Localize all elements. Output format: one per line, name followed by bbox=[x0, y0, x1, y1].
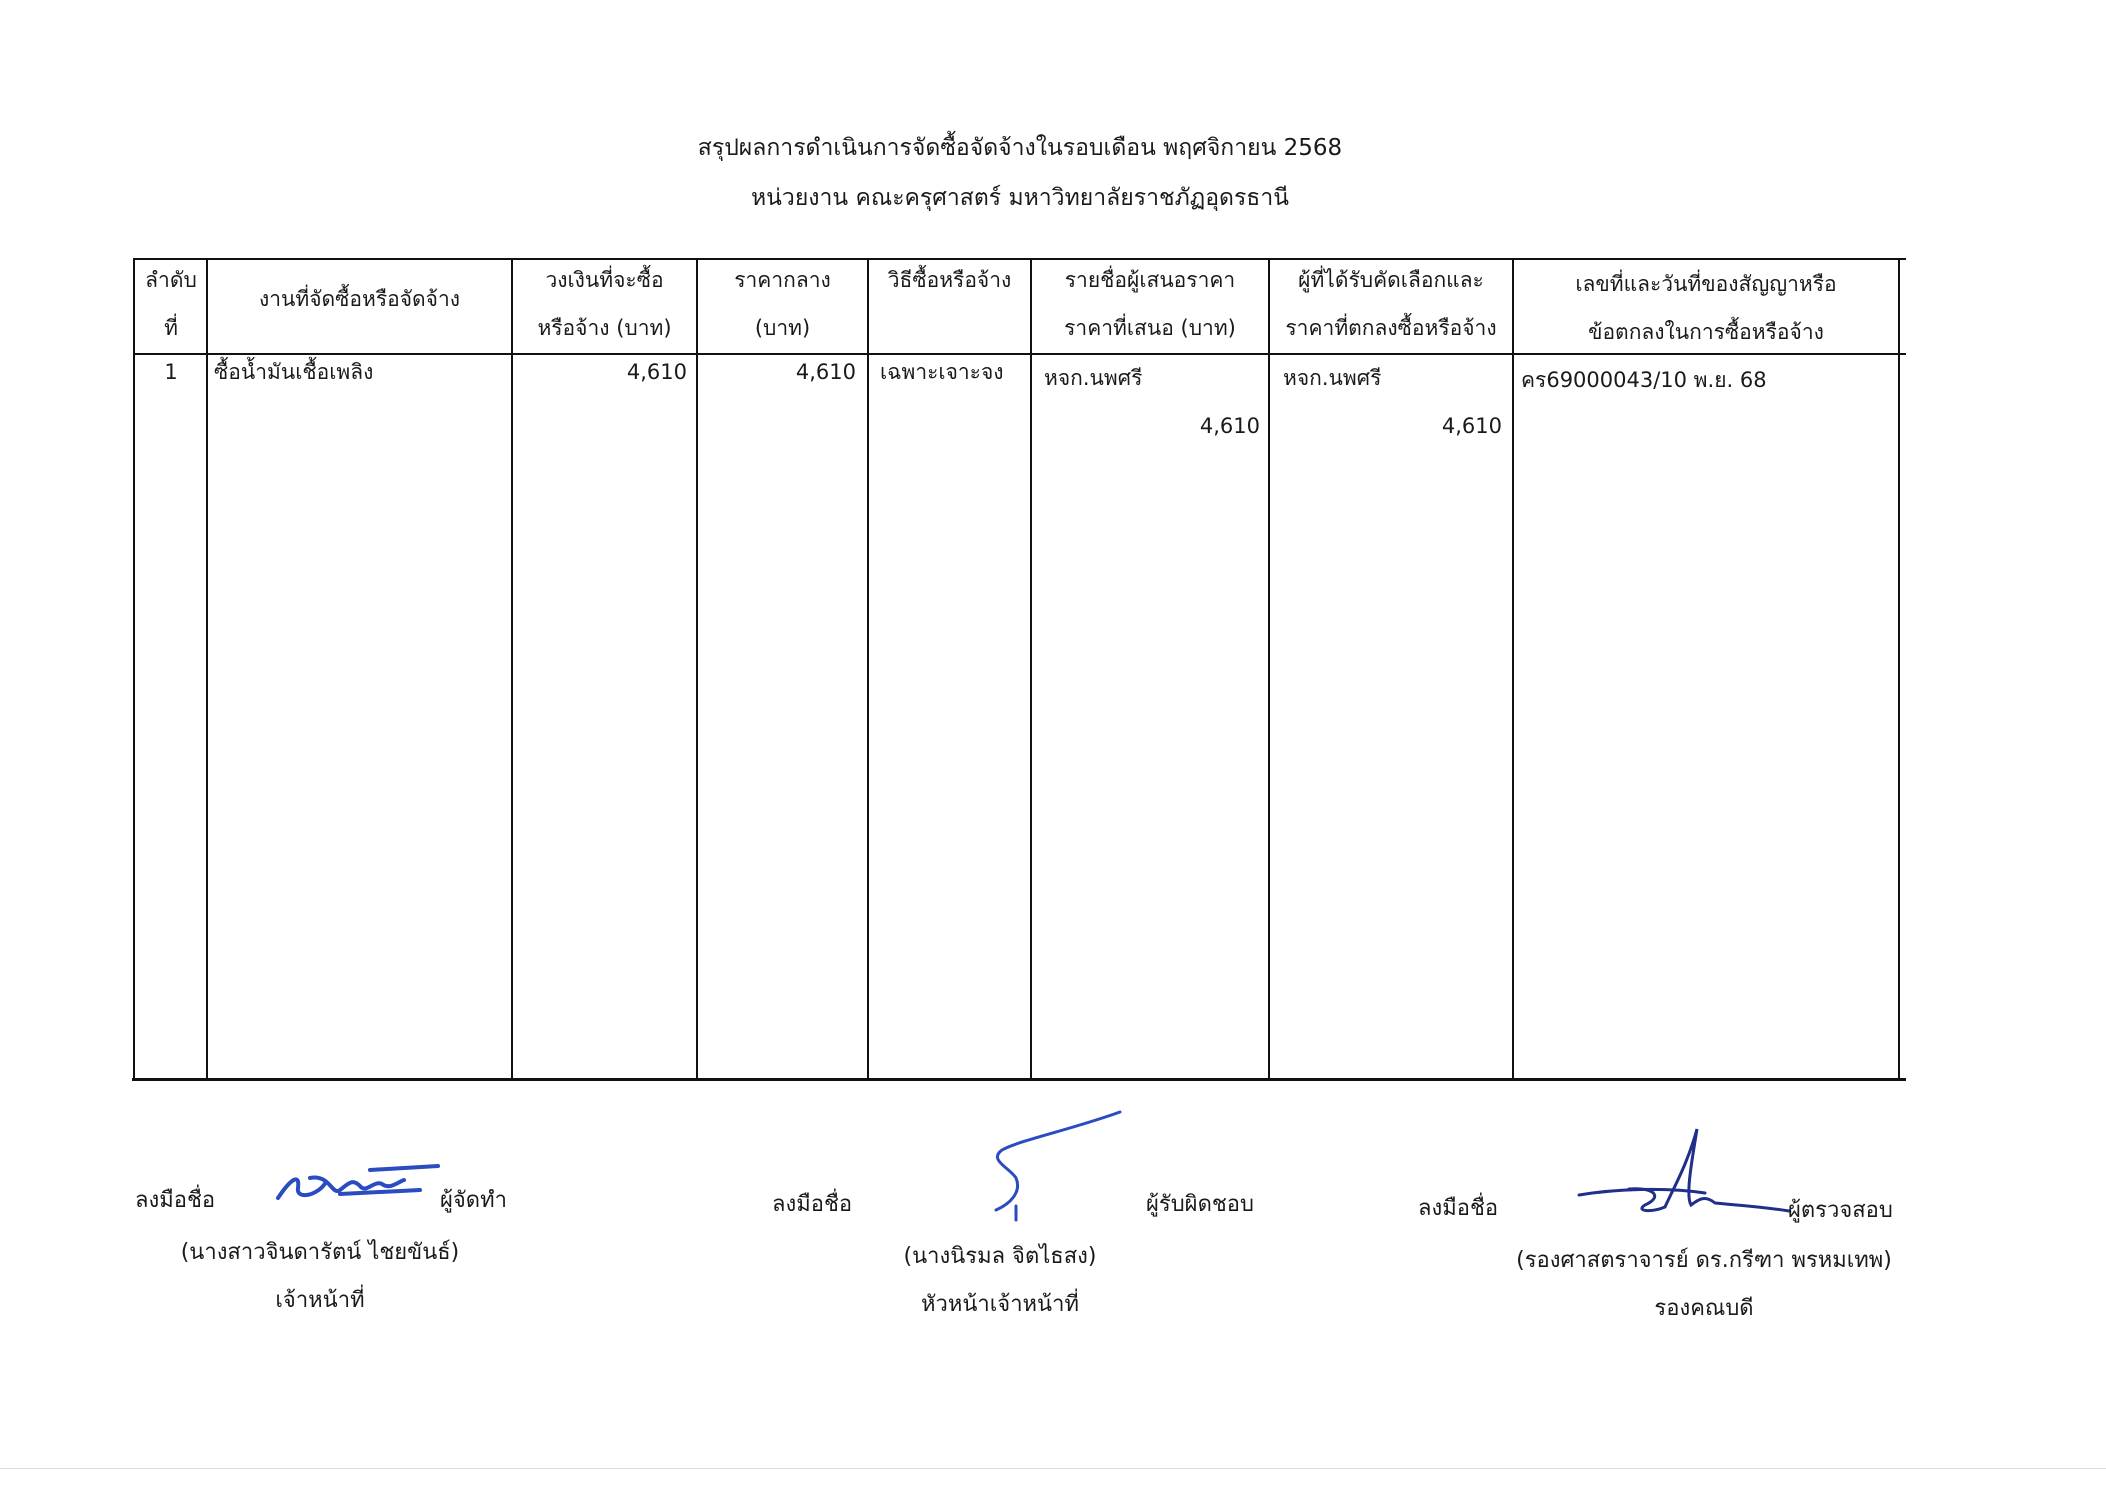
header-median-price: ราคากลาง (บาท) bbox=[734, 268, 831, 340]
row-item: ซื้อน้ำมันเชื้อเพลิง bbox=[214, 360, 374, 384]
document-subtitle: หน่วยงาน คณะครุศาสตร์ มหาวิทยาลัยราชภัฏอุดรธานี bbox=[751, 185, 1289, 211]
col-border-0 bbox=[133, 258, 135, 1080]
table-bottom-border bbox=[132, 1078, 1906, 1081]
row-budget: 4,610 bbox=[626, 360, 687, 384]
header-method: วิธีซื้อหรือจ้าง bbox=[887, 268, 1012, 292]
header-budget: วงเงินที่จะซื้อ หรือจ้าง (บาท) bbox=[537, 268, 672, 340]
sign-label: ลงมือชื่อ bbox=[1418, 1196, 1499, 1221]
header-item: งานที่จัดซื้อหรือจัดจ้าง bbox=[258, 287, 461, 311]
document-title: สรุปผลการดำเนินการจัดซื้อจัดจ้างในรอบเดือน พฤศจิกายน 2568 bbox=[697, 135, 1343, 161]
signer-name: (นางสาวจินดารัตน์ ไชยขันธ์) bbox=[180, 1240, 460, 1265]
row-winner-name: หจก.นพศรี bbox=[1283, 366, 1382, 390]
col-border-1 bbox=[206, 258, 208, 1080]
signer-position: รองคณบดี bbox=[1654, 1296, 1754, 1321]
row-method: เฉพาะเจาะจง bbox=[880, 360, 1004, 384]
header-seq: ลำดับ ที่ bbox=[145, 268, 197, 340]
row-seq: 1 bbox=[164, 360, 178, 384]
sign-label: ลงมือชื่อ bbox=[772, 1192, 853, 1217]
role-label: ผู้จัดทำ bbox=[440, 1188, 507, 1213]
page-edge-line bbox=[0, 1468, 2106, 1469]
row-bidder-price: 4,610 bbox=[1199, 414, 1260, 438]
signature-image bbox=[980, 1110, 1120, 1230]
signer-name: (รองศาสตราจารย์ ดร.กรีฑา พรหมเทพ) bbox=[1516, 1248, 1892, 1273]
col-border-8 bbox=[1898, 258, 1900, 1080]
row-winner-price: 4,610 bbox=[1441, 414, 1502, 438]
col-border-5 bbox=[1030, 258, 1032, 1080]
row-median-price: 4,610 bbox=[795, 360, 856, 384]
col-border-4 bbox=[867, 258, 869, 1080]
role-label: ผู้ตรวจสอบ bbox=[1788, 1198, 1893, 1223]
row-bidder-name: หจก.นพศรี bbox=[1044, 366, 1143, 390]
signature-image bbox=[270, 1160, 450, 1210]
signer-position: เจ้าหน้าที่ bbox=[275, 1288, 365, 1313]
col-border-7 bbox=[1512, 258, 1514, 1080]
sign-label: ลงมือชื่อ bbox=[135, 1188, 216, 1213]
col-border-6 bbox=[1268, 258, 1270, 1080]
signature-image bbox=[1575, 1125, 1795, 1225]
role-label: ผู้รับผิดชอบ bbox=[1146, 1192, 1254, 1217]
signer-name: (นางนิรมล จิตไธสง) bbox=[903, 1244, 1097, 1269]
header-bidders: รายชื่อผู้เสนอราคา ราคาที่เสนอ (บาท) bbox=[1064, 268, 1236, 340]
header-contract: เลขที่และวันที่ของสัญญาหรือ ข้อตกลงในการซื้อหรือจ้าง bbox=[1575, 272, 1837, 344]
header-winner: ผู้ที่ได้รับคัดเลือกและ ราคาที่ตกลงซื้อหรือจ้าง bbox=[1285, 268, 1497, 340]
row-contract: คร69000043/10 พ.ย. 68 bbox=[1521, 368, 1767, 392]
signer-position: หัวหน้าเจ้าหน้าที่ bbox=[921, 1292, 1079, 1317]
